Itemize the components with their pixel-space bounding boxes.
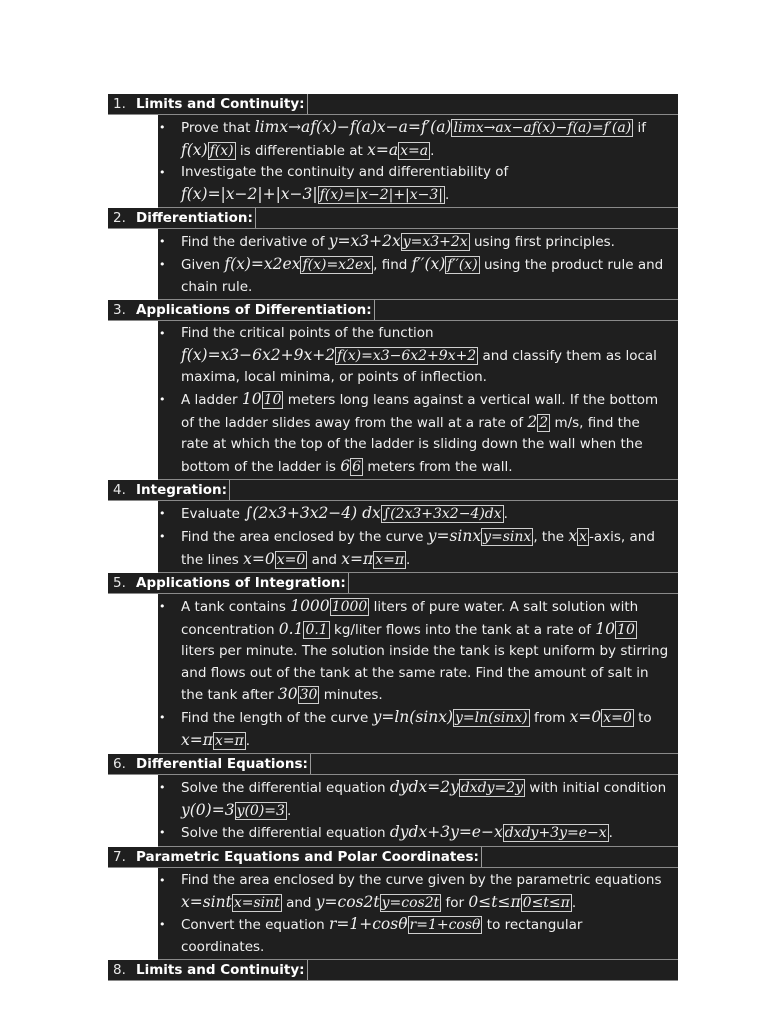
math-expression: x=π <box>181 730 213 749</box>
math-fallback-box: f(x) <box>209 142 234 159</box>
item-text: and classify them as local maxima, local minima, or points of inflection. <box>181 347 657 386</box>
math-expression: y=sinx <box>427 526 482 545</box>
section-title: Differentiation: <box>136 208 256 228</box>
section-heading <box>108 754 678 775</box>
item-text: . <box>503 506 508 523</box>
math-fallback-box: x <box>579 528 587 545</box>
section-body <box>158 321 678 480</box>
math-fallback-box: 6 <box>352 458 362 475</box>
math-fallback-box: x=0 <box>276 551 306 568</box>
section-body <box>158 868 678 960</box>
list-item <box>158 323 670 389</box>
bullet-icon: • <box>159 235 166 249</box>
item-text: meters long leans against a vertical wall. If the bottom of the ladder slides away from the wall at a rate of <box>181 391 659 431</box>
math-fallback-box: ∫(2x3+3x2−4)dx <box>382 506 502 523</box>
math-expression: 10 <box>595 619 616 638</box>
item-text: Find the length of the curve <box>181 710 373 727</box>
bullet-icon: • <box>159 392 166 406</box>
math-expression: f(x)=x2ex <box>224 254 301 273</box>
item-text: is differentiable at <box>235 142 368 159</box>
item-text: from <box>529 710 570 727</box>
list-item <box>158 914 670 958</box>
item-text: liters per minute. The solution inside the tank is kept uniform by stirring and flows out of the tank at the same rate. Find the amount of salt in the tank after <box>181 643 669 704</box>
item-text: and <box>281 894 316 911</box>
item-text: , find <box>373 256 412 273</box>
math-expression: f(x) <box>181 140 208 159</box>
math-fallback-box: x=π <box>214 732 244 749</box>
list-item <box>158 254 670 298</box>
math-fallback-box: 0≤t≤π <box>522 894 570 911</box>
item-text: Find the derivative of <box>181 234 329 251</box>
math-expression: x=sint <box>181 892 232 911</box>
math-expression: dydx=2y <box>389 778 459 797</box>
bullet-icon: • <box>159 781 166 795</box>
bullet-icon: • <box>159 711 166 725</box>
item-text: Find the critical points of the function <box>181 325 434 342</box>
math-expression: 10 <box>241 389 262 408</box>
math-fallback-box: dxdy+3y=e−x <box>504 825 607 842</box>
list-item <box>158 870 670 914</box>
bullet-icon: • <box>159 121 166 134</box>
math-expression: y=x3+2x <box>328 232 401 251</box>
section-title: Applications of Integration: <box>136 573 349 593</box>
item-text: . <box>286 802 292 819</box>
math-fallback-box: f(x)=|x−2|+|x−3| <box>319 186 444 203</box>
list-item <box>158 389 670 478</box>
item-text: to <box>633 710 652 727</box>
item-text: Given <box>181 256 225 273</box>
bullet-icon: • <box>159 529 166 543</box>
list-item <box>158 503 670 526</box>
section-title: Applications of Differentiation: <box>136 300 375 320</box>
section-heading <box>108 573 678 594</box>
item-text: Solve the differential equation <box>181 780 390 797</box>
item-text: with initial condition <box>525 780 667 797</box>
item-text: Convert the equation <box>181 917 329 934</box>
bullet-icon: • <box>159 257 166 271</box>
math-fallback-box: f′′(x) <box>447 256 478 273</box>
math-fallback-box: y=ln(sinx) <box>455 710 528 727</box>
item-text: A tank contains <box>181 599 291 616</box>
math-expression: r=1+cosθ <box>328 915 408 934</box>
math-expression: f′′(x) <box>411 254 446 273</box>
section-title: Parametric Equations and Polar Coordinates: <box>136 847 482 867</box>
item-text: and <box>307 551 342 568</box>
math-expression: 0≤t≤π <box>468 892 521 911</box>
section-body <box>158 775 678 847</box>
math-fallback-box: 0.1 <box>305 621 328 638</box>
math-expression: x=π <box>341 549 374 568</box>
section-number: 2. <box>113 210 126 227</box>
section-title: Limits and Continuity: <box>136 94 308 114</box>
math-fallback-box: x=a <box>400 142 429 159</box>
math-fallback-box: y=sinx <box>483 528 532 545</box>
section-number: 1. <box>113 96 126 112</box>
math-fallback-box: x=sint <box>233 894 280 911</box>
math-expression: y=ln(sinx) <box>372 708 454 727</box>
math-expression: 0.1 <box>278 619 304 638</box>
section-heading <box>108 208 678 229</box>
list-item <box>158 526 670 571</box>
item-text: liters of pure water. A salt solution with concentration <box>181 599 639 638</box>
math-fallback-box: y(0)=3 <box>236 802 285 819</box>
section-title: Integration: <box>136 480 230 500</box>
list-item <box>158 777 670 822</box>
math-fallback-box: dxdy=2y <box>460 780 524 797</box>
item-text: using first principles. <box>469 234 615 251</box>
section-number: 3. <box>113 302 126 319</box>
item-text: A ladder <box>181 391 242 408</box>
bullet-icon: • <box>159 874 166 888</box>
section-body <box>158 501 678 573</box>
math-expression: x=a <box>367 140 399 159</box>
math-fallback-box: limx→ax−af(x)−f(a)=f′(a) <box>453 120 632 136</box>
item-text: kg/liter flows into the tank at a rate of <box>329 621 596 638</box>
math-fallback-box: 1000 <box>331 599 368 616</box>
list-item <box>158 596 670 707</box>
item-text: for <box>441 894 469 911</box>
item-text: Prove that <box>181 120 255 136</box>
section-heading <box>108 94 678 115</box>
item-text: minutes. <box>319 687 383 704</box>
math-expression: 1000 <box>290 597 330 616</box>
math-fallback-box: 10 <box>617 621 635 638</box>
section-body <box>158 229 678 300</box>
item-text: Investigate the continuity and differentiability of <box>181 164 509 181</box>
math-expression: f(x)=|x−2|+|x−3| <box>181 184 318 203</box>
math-expression: f(x)=x3−6x2+9x+2 <box>181 345 336 364</box>
bullet-icon: • <box>159 826 166 840</box>
math-expression: 2 <box>527 412 538 431</box>
item-text: . <box>245 732 251 749</box>
section-body <box>158 594 678 754</box>
math-expression: y(0)=3 <box>181 800 235 819</box>
item-text: . <box>608 825 613 842</box>
math-fallback-box: x=0 <box>603 710 632 727</box>
bullet-icon: • <box>159 918 166 932</box>
section-heading <box>108 300 678 321</box>
list-item <box>158 162 670 206</box>
list-item <box>158 231 670 254</box>
section-heading <box>108 960 678 981</box>
section-heading <box>108 847 678 868</box>
math-expression: 30 <box>277 685 298 704</box>
bullet-icon: • <box>159 507 166 521</box>
item-text: . <box>430 142 435 159</box>
math-fallback-box: f(x)=x3−6x2+9x+2 <box>337 347 477 364</box>
item-text: Solve the differential equation <box>181 825 390 842</box>
item-text: to rectangular coordinates. <box>181 917 583 955</box>
math-fallback-box: f(x)=x2ex <box>302 256 372 273</box>
math-fallback-box: 30 <box>299 687 318 704</box>
section-body <box>158 115 678 208</box>
item-text: . <box>445 186 450 203</box>
list-item <box>158 117 670 162</box>
item-text: if <box>633 120 647 136</box>
math-fallback-box: r=1+cosθ <box>409 917 481 934</box>
section-number: 7. <box>113 849 126 866</box>
section-number: 8. <box>113 962 126 979</box>
section-number: 6. <box>113 756 126 773</box>
math-expression: 6 <box>340 456 351 475</box>
item-text: meters from the wall. <box>363 458 513 475</box>
item-text: m/s, find the rate at which the top of the ladder is sliding down the wall when the bottom of the ladder is <box>181 414 643 475</box>
section-heading <box>108 480 678 501</box>
math-fallback-box: 2 <box>539 414 549 431</box>
math-expression: x <box>568 526 578 545</box>
item-text: using the product rule and chain rule. <box>181 256 664 295</box>
item-text: . <box>571 894 577 911</box>
item-text: Evaluate <box>181 506 245 523</box>
document <box>108 94 678 981</box>
item-text: Find the area enclosed by the curve given by the parametric equations <box>181 872 662 889</box>
math-expression: ∫(2x3+3x2−4) dx <box>244 504 381 523</box>
bullet-icon: • <box>159 166 166 180</box>
math-expression: dydx+3y=e−x <box>389 823 503 842</box>
math-expression: limx→af(x)−f(a)x−a=f′(a) <box>254 118 452 136</box>
math-expression: y=cos2t <box>315 892 380 911</box>
math-fallback-box: 10 <box>263 391 282 408</box>
item-text: , the <box>533 528 569 545</box>
bullet-icon: • <box>159 327 166 341</box>
section-number: 5. <box>113 575 126 592</box>
math-expression: x=0 <box>243 549 275 568</box>
section-number: 4. <box>113 482 126 499</box>
list-item <box>158 707 670 752</box>
math-fallback-box: y=cos2t <box>381 894 440 911</box>
math-fallback-box: y=x3+2x <box>402 234 468 251</box>
section-title: Differential Equations: <box>136 754 311 774</box>
math-fallback-box: x=π <box>375 551 405 568</box>
list-item <box>158 822 670 845</box>
item-text: . <box>406 551 411 568</box>
section-title: Limits and Continuity: <box>136 960 308 980</box>
item-text: Find the area enclosed by the curve <box>181 528 428 545</box>
bullet-icon: • <box>159 600 166 614</box>
item-text: -axis, and the lines <box>181 528 655 568</box>
math-expression: x=0 <box>569 708 602 727</box>
